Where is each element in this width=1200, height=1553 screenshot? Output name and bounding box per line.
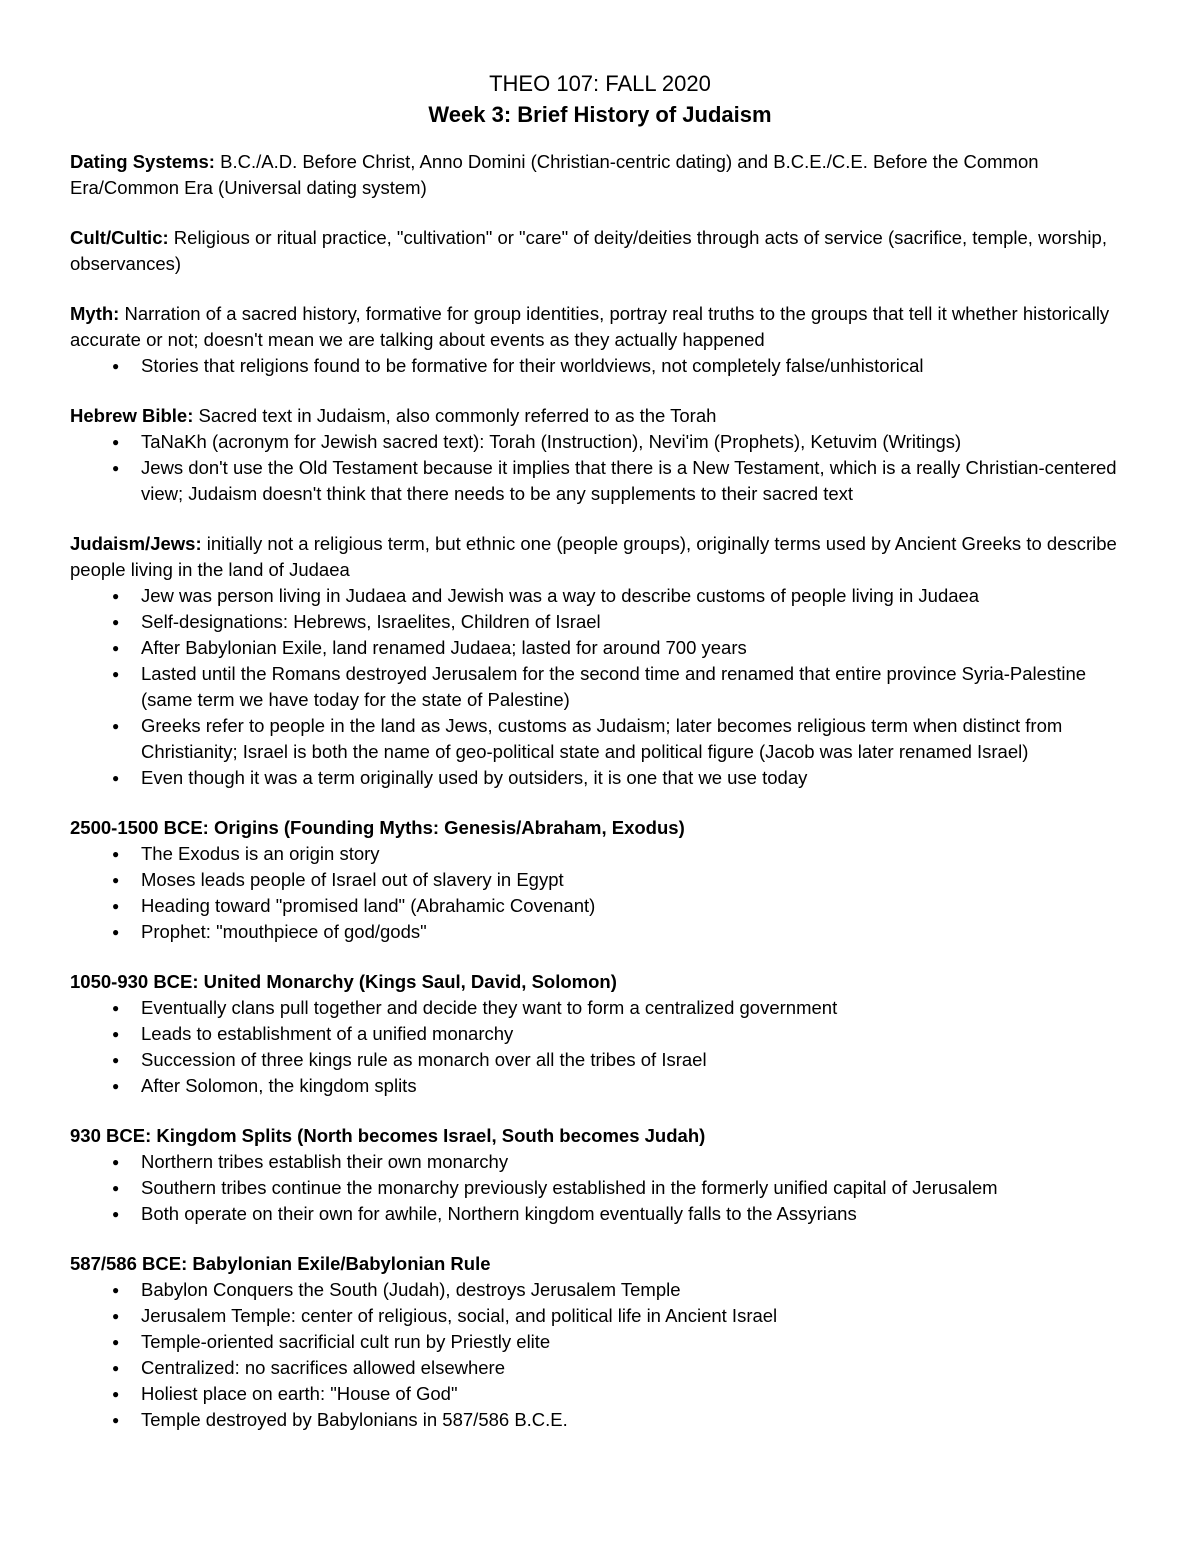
period-heading: 930 BCE: Kingdom Splits (North becomes Israel, South becomes Judah): [70, 1125, 706, 1146]
bullet-item: ● Heading toward "promised land" (Abrahamic Covenant): [70, 893, 1130, 919]
period-heading: 1050-930 BCE: United Monarchy (Kings Saul, David, Solomon): [70, 971, 617, 992]
definition-text: Sacred text in Judaism, also commonly referred to as the Torah: [193, 405, 717, 426]
bullet-item: ● Leads to establishment of a unified monarchy: [70, 1021, 1130, 1047]
bullet-list: [70, 583, 1130, 791]
definition-paragraph: [70, 531, 1130, 583]
bullet-item: ● Jerusalem Temple: center of religious, social, and political life in Ancient Israel: [70, 1303, 1130, 1329]
definition-term: Myth:: [70, 303, 120, 324]
bullet-item: ● After Solomon, the kingdom splits: [70, 1073, 1130, 1099]
definition-text: B.C./A.D. Before Christ, Anno Domini (Christian-centric dating) and B.C.E./C.E. Before the Common Era/Common Era (Universal dating system): [70, 151, 1039, 198]
definition-block: [70, 149, 1130, 201]
document-title: THEO 107: FALL 2020: [489, 71, 711, 96]
definition-term: Cult/Cultic:: [70, 227, 169, 248]
definition-block: [70, 301, 1130, 379]
bullet-list: [70, 995, 1130, 1099]
definitions-section: [70, 149, 1130, 791]
definition-paragraph: [70, 149, 1130, 201]
bullet-list: [70, 1277, 1130, 1433]
bullet-item: ● Lasted until the Romans destroyed Jerusalem for the second time and renamed that entire province Syria-Palestine (same term we have today for the state of Palestine): [70, 661, 1130, 713]
definition-term: Judaism/Jews:: [70, 533, 202, 554]
period-block: [70, 969, 1130, 1099]
bullet-item: ● Babylon Conquers the South (Judah), destroys Jerusalem Temple: [70, 1277, 1130, 1303]
bullet-item: ● Self-designations: Hebrews, Israelites, Children of Israel: [70, 609, 1130, 635]
definition-text: Narration of a sacred history, formative for group identities, portray real truths to the groups that tell it whether historically accurate or not; doesn't mean we are talking about events as they actually happened: [70, 303, 1110, 350]
bullet-item: ● Southern tribes continue the monarchy previously established in the formerly unified capital of Jerusalem: [70, 1175, 1130, 1201]
definition-block: [70, 531, 1130, 791]
bullet-item: ● Jew was person living in Judaea and Jewish was a way to describe customs of people living in Judaea: [70, 583, 1130, 609]
bullet-list: [70, 429, 1130, 507]
bullet-item: ● Prophet: "mouthpiece of god/gods": [70, 919, 1130, 945]
timeline-section: [70, 815, 1130, 1433]
definition-term: Dating Systems:: [70, 151, 215, 172]
bullet-item: ● TaNaKh (acronym for Jewish sacred text): Torah (Instruction), Nevi'im (Prophets), Ketuvim (Writings): [70, 429, 1130, 455]
bullet-item: ● Temple destroyed by Babylonians in 587/586 B.C.E.: [70, 1407, 1130, 1433]
definition-text: Religious or ritual practice, "cultivation" or "care" of deity/deities through acts of service (sacrifice, temple, worship, observances): [70, 227, 1107, 274]
period-heading: 587/586 BCE: Babylonian Exile/Babylonian Rule: [70, 1253, 491, 1274]
bullet-item: ● Both operate on their own for awhile, Northern kingdom eventually falls to the Assyrians: [70, 1201, 1130, 1227]
definition-paragraph: [70, 225, 1130, 277]
definition-paragraph: [70, 301, 1130, 353]
bullet-item: ● Centralized: no sacrifices allowed elsewhere: [70, 1355, 1130, 1381]
period-block: [70, 1251, 1130, 1433]
period-block: [70, 1123, 1130, 1227]
definition-block: [70, 403, 1130, 507]
bullet-item: ● Greeks refer to people in the land as Jews, customs as Judaism; later becomes religious term when distinct from Christianity; Israel is both the name of geo-political state and political figure (Jacob was later renamed Israel): [70, 713, 1130, 765]
bullet-item: ● After Babylonian Exile, land renamed Judaea; lasted for around 700 years: [70, 635, 1130, 661]
period-block: [70, 815, 1130, 945]
period-heading: 2500-1500 BCE: Origins (Founding Myths: Genesis/Abraham, Exodus): [70, 817, 685, 838]
bullet-item: ● Even though it was a term originally used by outsiders, it is one that we use today: [70, 765, 1130, 791]
definition-text: initially not a religious term, but ethnic one (people groups), originally terms used by Ancient Greeks to describe people living in the land of Judaea: [70, 533, 1117, 580]
definition-term: Hebrew Bible:: [70, 405, 194, 426]
bullet-item: ● Holiest place on earth: "House of God": [70, 1381, 1130, 1407]
definition-block: [70, 225, 1130, 277]
bullet-item: ● Temple-oriented sacrificial cult run by Priestly elite: [70, 1329, 1130, 1355]
document-subtitle: Week 3: Brief History of Judaism: [428, 102, 772, 127]
bullet-item: ● The Exodus is an origin story: [70, 841, 1130, 867]
bullet-list: [70, 353, 1130, 379]
bullet-item: ● Eventually clans pull together and decide they want to form a centralized government: [70, 995, 1130, 1021]
bullet-item: ● Stories that religions found to be formative for their worldviews, not completely false/unhistorical: [70, 353, 1130, 379]
bullet-list: [70, 841, 1130, 945]
bullet-item: ● Succession of three kings rule as monarch over all the tribes of Israel: [70, 1047, 1130, 1073]
bullet-list: [70, 1149, 1130, 1227]
definition-paragraph: [70, 403, 1130, 429]
bullet-item: ● Jews don't use the Old Testament because it implies that there is a New Testament, which is a really Christian-centered view; Judaism doesn't think that there needs to be any supplements to their sacred text: [70, 455, 1130, 507]
bullet-item: ● Northern tribes establish their own monarchy: [70, 1149, 1130, 1175]
bullet-item: ● Moses leads people of Israel out of slavery in Egypt: [70, 867, 1130, 893]
